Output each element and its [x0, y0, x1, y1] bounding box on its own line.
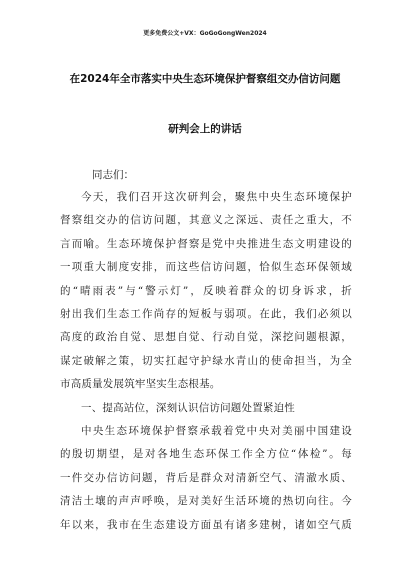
paragraph-line: 中央生态环境保护督察承载着党中央对美丽中国建设: [81, 425, 352, 437]
paragraph-line: 的殷切期望，是对各地生态环保工作全方位“体检”。每: [60, 448, 352, 461]
paragraph-line: 谋定破解之策，切实扛起守护绿水青山的使命担当，为全: [60, 354, 352, 367]
paragraph-line: 一项重大制度安排，而这些信访问题，恰似生态环保领域: [60, 261, 352, 274]
paragraph-line: 射出我们生态工作尚存的短板与弱项。在此，我们必须以: [60, 308, 352, 321]
paragraph-line: 言而喻。生态环境保护督察是党中央推进生态文明建设的: [60, 237, 352, 250]
header-note: 更多免费公文+VX：GoGoGongWen2024: [143, 30, 267, 37]
paragraph-line: 年以来，我市在生态建设方面虽有诸多建树，诸如空气质: [60, 518, 352, 531]
section-heading: 一、提高站位，深刻认识信访问题处置紧迫性: [81, 402, 295, 414]
paragraph-line: 高度的政治自觉、思想自觉、行动自觉，深挖问题根源，: [60, 331, 352, 344]
paragraph-line: 今天，我们召开这次研判会，聚焦中央生态环境保护: [81, 191, 352, 203]
document-title-line-2: 研判会上的讲话: [168, 123, 242, 135]
paragraph-1: [60, 186, 352, 397]
paragraph-line: 的“晴雨表”与“警示灯”，反映着群众的切身诉求，折: [60, 284, 352, 297]
paragraph-line: 督察组交办的信访问题，其意义之深远、责任之重大，不: [60, 214, 352, 227]
paragraph-2: [60, 420, 352, 537]
document-title-line-1: 在2024年全市落实中央生态环境保护督察组交办信访问题: [69, 73, 341, 85]
paragraph-line: 一件交办信访问题，背后是群众对清新空气、清澈水质、: [60, 471, 352, 484]
paragraph-line: 市高质量发展筑牢坚实生态根基。: [60, 378, 221, 391]
paragraph-line: 清洁土壤的声声呼唤，是对美好生活环境的热切向往。今: [60, 495, 352, 508]
greeting: 同志们：: [92, 169, 134, 181]
section-heading-block: [60, 397, 352, 420]
